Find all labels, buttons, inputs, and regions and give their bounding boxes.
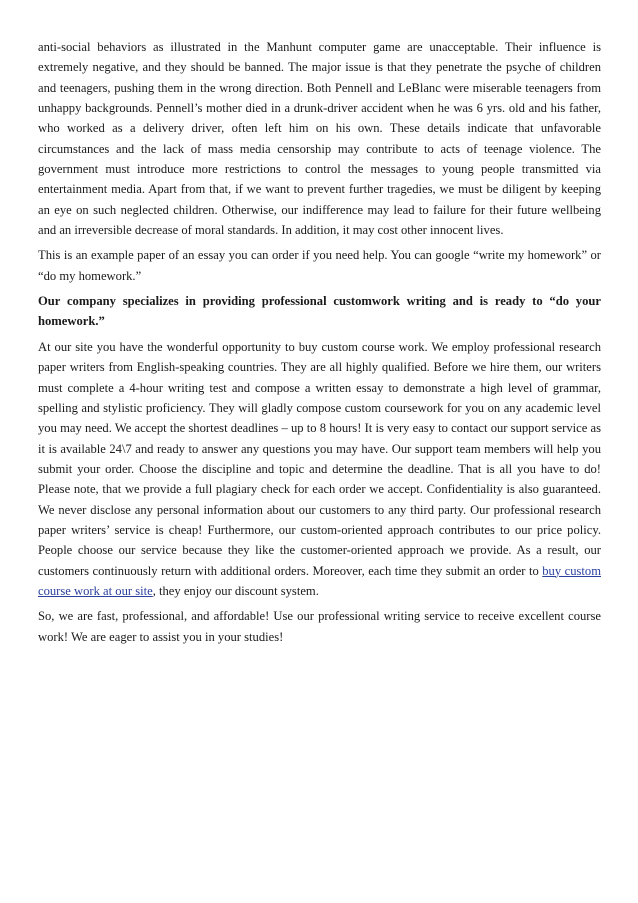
closing-paragraph: So, we are fast, professional, and affordable! Use our professional writing service to receive excellent course work! We are eager to assist you in your studies!	[38, 609, 601, 644]
essay-paragraph: anti-social behaviors as illustrated in the Manhunt computer game are unacceptable. Their influence is extremely negative, and they should be banned. The major issue is that they penetrate the psyche of children and teenagers, pushing them in the wrong direction. Both Pennell and LeBlanc were miserable teenagers from unhappy backgrounds. Pennell’s mother died in a drunk-driver accident when he was 6 yrs. old and his father, who worked as a delivery driver, often left him on his own. These details indicate that unfavorable circumstances and the lack of mass media censorship may contribute to acts of teenage violence. The government must introduce more restrictions to control the messages to young people transmitted via entertainment media. Apart from that, if we want to prevent further tragedies, we must be diligent by keeping an eye on such neglected children. Otherwise, our indifference may lead to failure for their future wellbeing and an irreversible decrease of moral standards. In addition, it may cost other innocent lives.	[38, 40, 601, 238]
example-note-paragraph: This is an example paper of an essay you can order if you need help. You can google “write my homework” or “do my homework.”	[38, 248, 601, 283]
service-text: At our site you have the wonderful opportunity to buy custom course work. We employ professional research paper writers from English-speaking countries. They are all highly qualified. Before we hire them, our writers must complete a 4-hour writing test and compose a written essay to demonstrate a high level of grammar, spelling and stylistic proficiency. They will gladly compose custom coursework for you on any academic level you may need. We accept the shortest deadlines – up to 8 hours! It is very easy to contact our support service as it is available 24\7 and ready to answer any questions you may have. Our support team members will help you submit your order. Choose the discipline and topic and determine the deadline. That is all you have to do! Please note, that we provide a full plagiary check for each order we accept. Confidentiality is also guaranteed. We never disclose any personal information about our customers to any third party. Our professional research paper writers’ service is cheap! Furthermore, our custom-oriented approach contributes to our price policy. People choose our service because they like the customer-oriented approach we provide. As a result, our customers continuously return with additional orders. Moreover, each time they submit an order to	[38, 339, 601, 578]
service-text-end: , they enjoy our discount system.	[152, 583, 319, 598]
document-page	[38, 37, 601, 652]
buy-custom-course-work-link[interactable]: buy custom course work at our site	[38, 563, 601, 598]
service-description-paragraph	[38, 337, 601, 601]
company-heading: Our company specializes in providing professional customwork writing and is ready to “do your homework.”	[38, 294, 601, 329]
